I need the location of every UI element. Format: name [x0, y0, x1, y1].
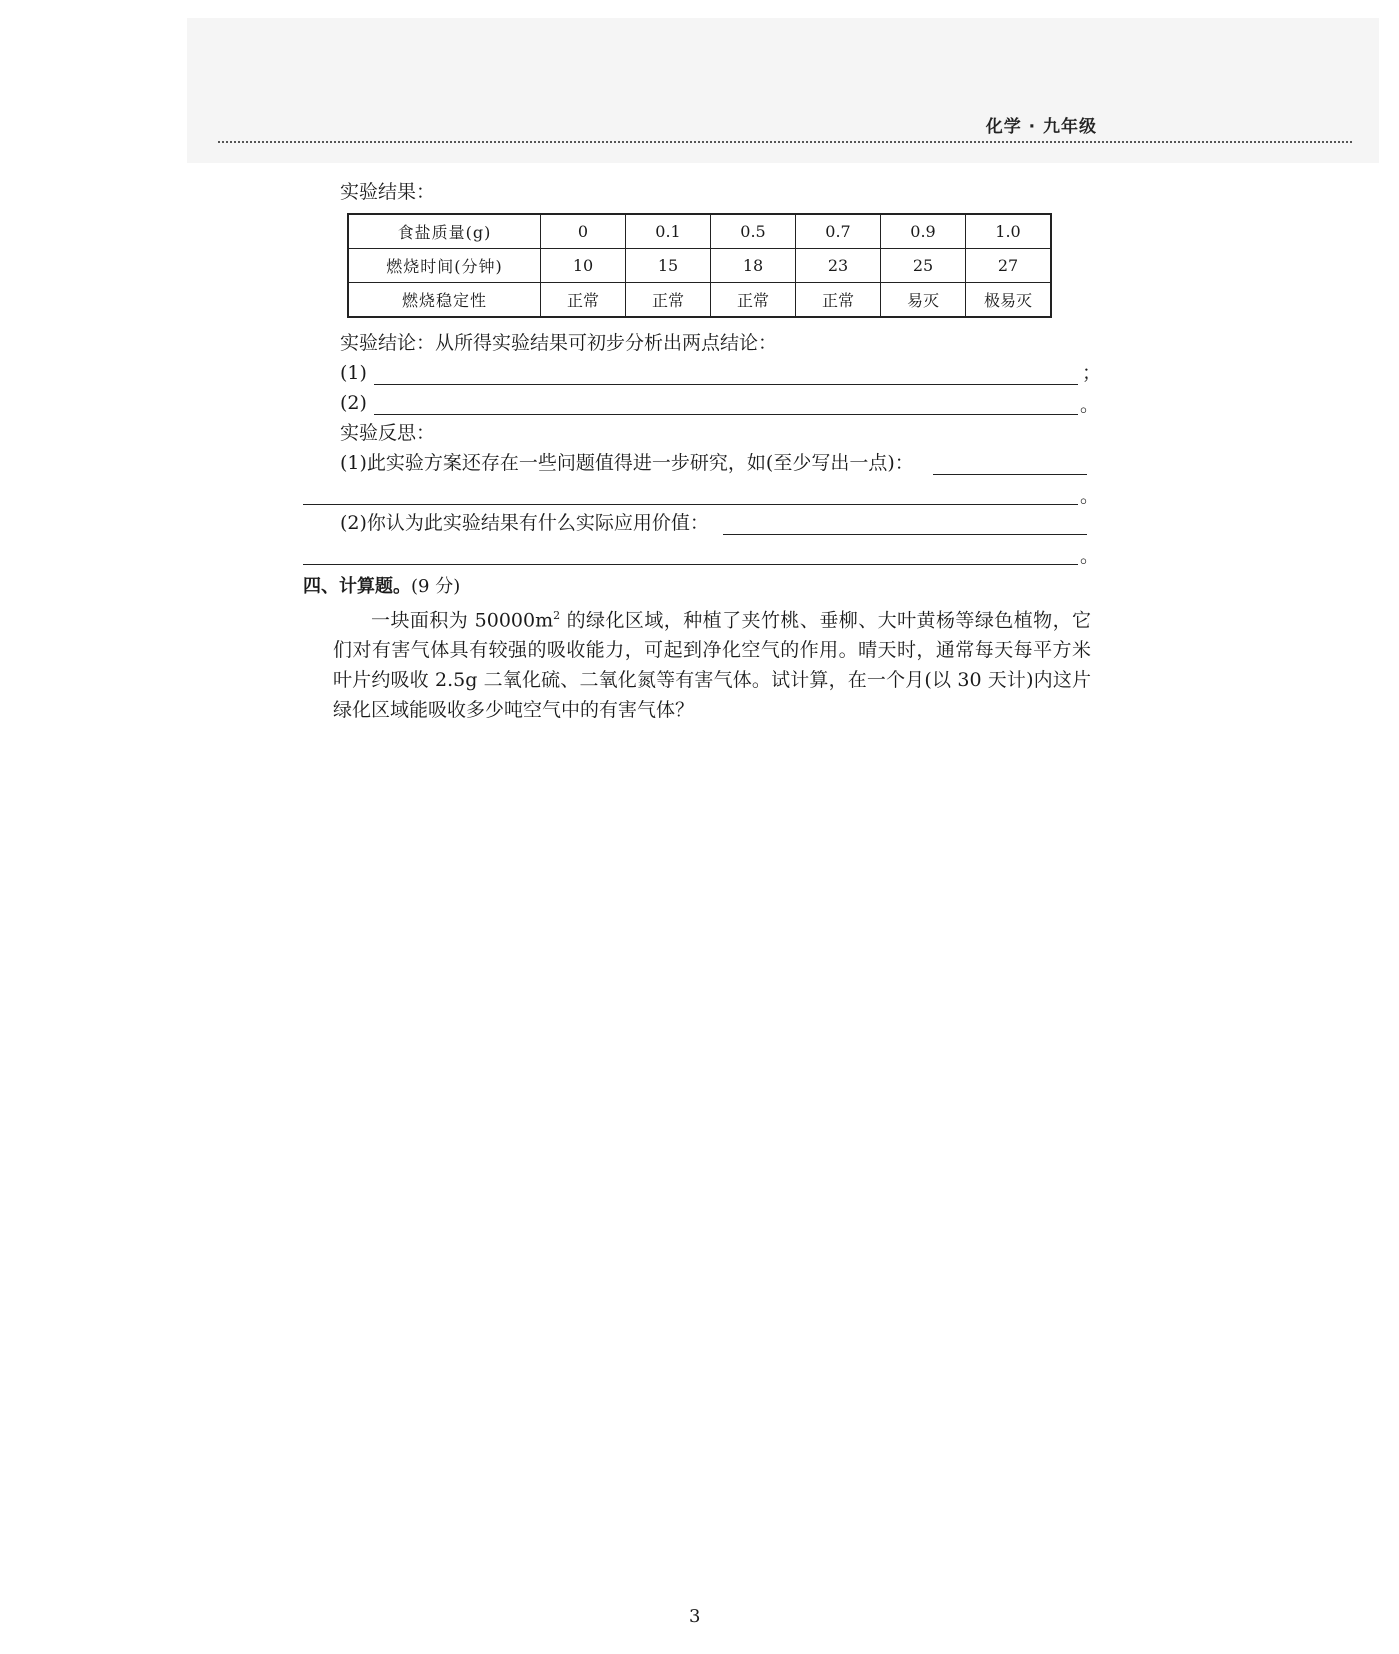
- table-cell: 1.0: [966, 214, 1052, 249]
- reflection-question-1-end: 。: [1080, 485, 1100, 507]
- answer-blank-conclusion-1[interactable]: [374, 384, 1078, 385]
- conclusion-label: 实验结论：从所得实验结果可初步分析出两点结论：: [340, 332, 778, 354]
- table-cell: 27: [966, 249, 1052, 283]
- answer-blank-reflection-1b[interactable]: [303, 504, 1078, 505]
- reflection-question-2: (2)你认为此实验结果有什么实际应用价值：: [340, 512, 709, 534]
- table-cell: 23: [796, 249, 881, 283]
- table-cell: 25: [881, 249, 966, 283]
- header-dotted-rule: [218, 141, 1352, 143]
- table-cell: 0: [541, 214, 626, 249]
- problem-text-start: 一块面积为 50000m: [371, 609, 554, 632]
- problem-superscript: 2: [553, 609, 561, 622]
- table-cell: 15: [626, 249, 711, 283]
- page-number: 3: [689, 1606, 701, 1627]
- table-cell: 0.5: [711, 214, 796, 249]
- table-cell: 18: [711, 249, 796, 283]
- table-row: [348, 214, 1051, 249]
- table-cell: 正常: [796, 283, 881, 318]
- conclusion-item-1-end: ；: [1082, 362, 1102, 384]
- table-row: [348, 283, 1051, 318]
- section-4-points: (9 分): [411, 576, 461, 597]
- table-cell: 正常: [541, 283, 626, 318]
- results-table: [347, 213, 1052, 318]
- answer-blank-reflection-2a[interactable]: [723, 534, 1087, 535]
- table-cell: 极易灭: [966, 283, 1052, 318]
- problem-text-rest: 的绿化区域，种植了夹竹桃、垂柳、大叶黄杨等绿色植物，它们对有害气体具有较强的吸收能力，可起到净化空气的作用。晴天时，通常每天每平方米叶片约吸收 2.5g 二氧化硫、二氧化氮等有害气体。试计算，在一个月(以 30 天计)内这片绿化区域能吸收多少吨空气中的有害气体？: [333, 609, 1092, 722]
- results-label: 实验结果：: [340, 181, 436, 203]
- answer-blank-reflection-1a[interactable]: [933, 474, 1087, 475]
- section-4-title: [303, 572, 460, 598]
- table-cell: 0.7: [796, 214, 881, 249]
- reflection-question-2-end: 。: [1080, 545, 1100, 567]
- header-title: 化学 · 九年级: [985, 117, 1097, 137]
- table-cell: 10: [541, 249, 626, 283]
- table-cell: 正常: [711, 283, 796, 318]
- conclusion-item-1-label: (1): [340, 362, 367, 384]
- table-cell: 0.1: [626, 214, 711, 249]
- reflection-label: 实验反思：: [340, 422, 436, 444]
- conclusion-item-2-end: 。: [1080, 394, 1100, 416]
- table-cell: 正常: [626, 283, 711, 318]
- section-4-heading: 四、计算题。: [303, 576, 411, 597]
- answer-blank-reflection-2b[interactable]: [303, 564, 1078, 565]
- answer-blank-conclusion-2[interactable]: [374, 414, 1078, 415]
- table-cell: 0.9: [881, 214, 966, 249]
- row-header: 燃烧时间(分钟): [348, 249, 541, 283]
- reflection-question-1: (1)此实验方案还存在一些问题值得进一步研究，如(至少写出一点)：: [340, 452, 914, 474]
- table-row: [348, 249, 1051, 283]
- conclusion-item-2-label: (2): [340, 392, 367, 414]
- row-header: 燃烧稳定性: [348, 283, 541, 318]
- row-header: 食盐质量(g): [348, 214, 541, 249]
- calculation-problem: [333, 601, 1091, 725]
- table-cell: 易灭: [881, 283, 966, 318]
